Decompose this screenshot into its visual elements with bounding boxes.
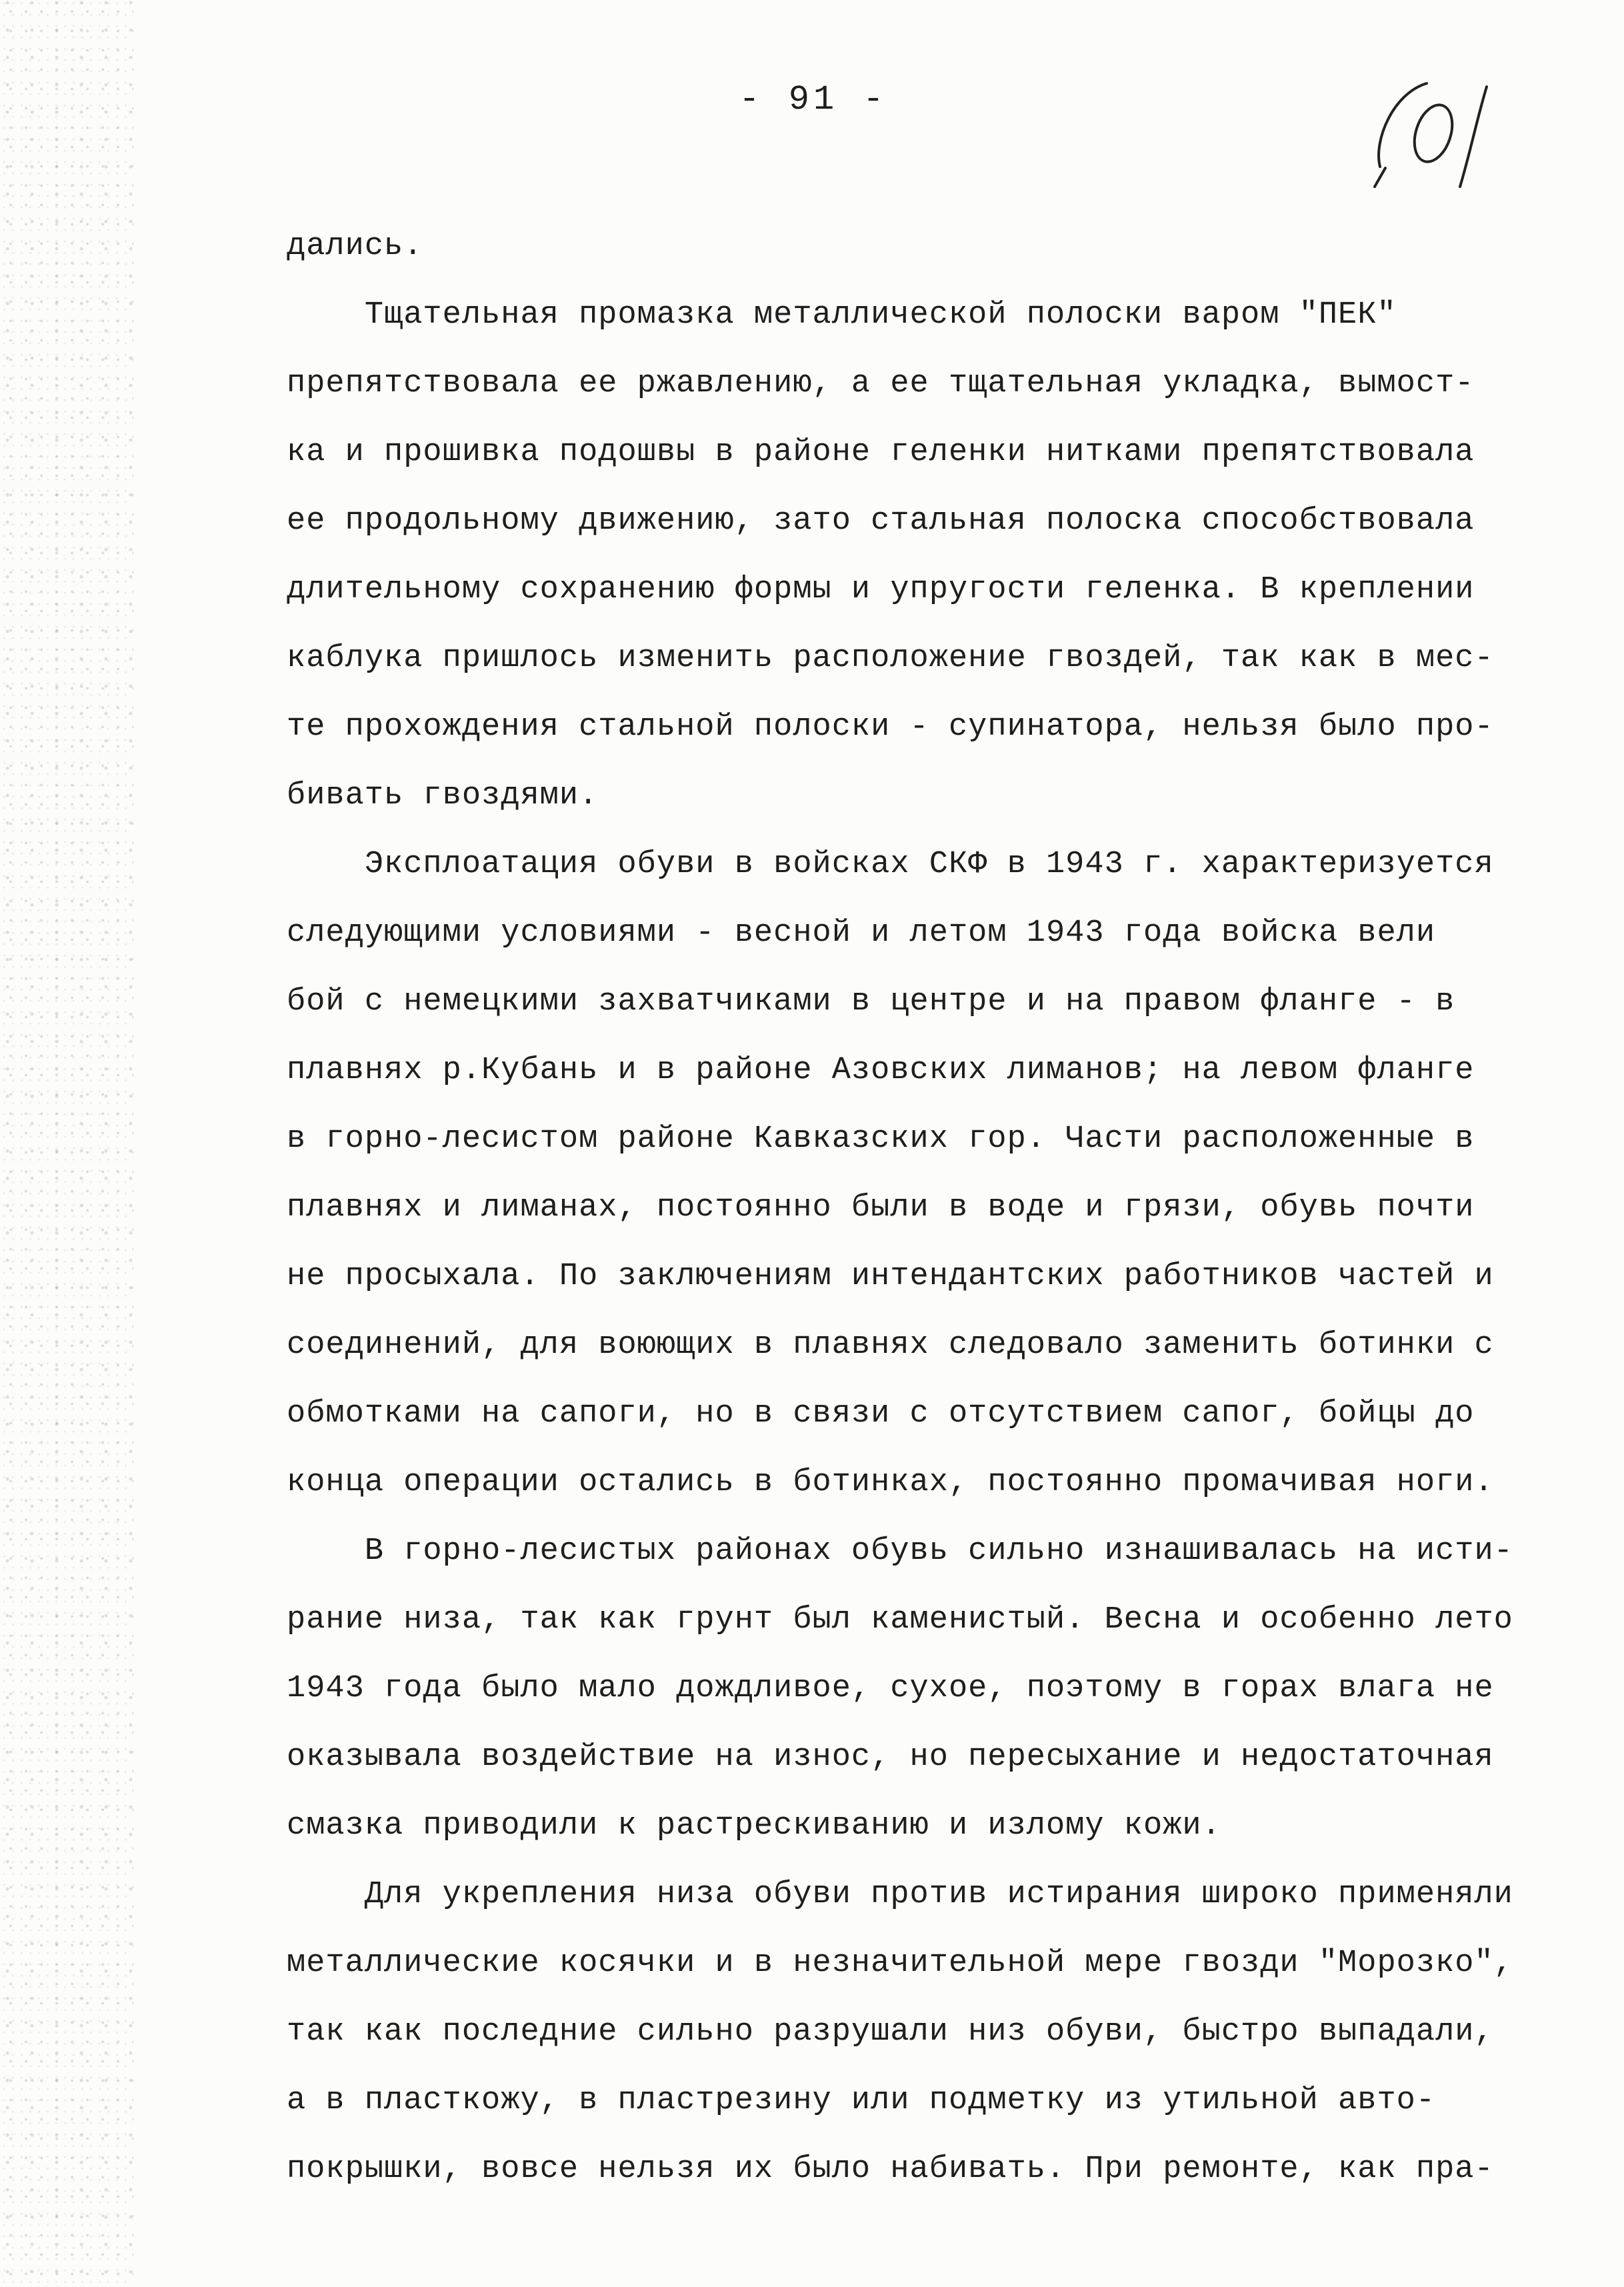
text-line: а в пласткожу, в пластрезину или подметку из утильной авто- (287, 2083, 1436, 2118)
text-line: покрышки, вовсе нельзя их было набивать. При ремонте, как пра- (287, 2152, 1494, 2187)
text-line: дались. (287, 229, 423, 264)
text-line: соединений, для воюющих в плавнях следовало заменить ботинки с (287, 1328, 1494, 1363)
text-line: Тщательная промазка металлической полоски варом "ПЕК" (287, 297, 1397, 333)
text-line: те прохождения стальной полоски - супинатора, нельзя было про- (287, 709, 1494, 745)
handwritten-archive-number (1333, 67, 1533, 200)
text-line: рание низа, так как грунт был каменистый. Весна и особенно лето (287, 1602, 1513, 1638)
text-line: ее продольному движению, зато стальная полоска способствовала (287, 503, 1475, 539)
text-line: 1943 года было мало дождливое, сухое, поэтому в горах влага не (287, 1671, 1494, 1706)
text-line: смазка приводили к растрескиванию и излому кожи. (287, 1808, 1221, 1844)
text-line: Для укрепления низа обуви против истирания широко применяли (287, 1877, 1513, 1912)
text-line: в горно-лесистом районе Кавказских гор. Части расположенные в (287, 1121, 1475, 1157)
text-line: Эксплоатация обуви в войсках СКФ в 1943 г. характеризуется (287, 847, 1494, 882)
text-line: конца операции остались в ботинках, постоянно промачивая ноги. (287, 1465, 1494, 1500)
text-line: оказывала воздействие на износ, но пересыхание и недостаточная (287, 1740, 1494, 1775)
text-line: длительному сохранению формы и упругости геленка. В креплении (287, 572, 1475, 607)
text-line: плавнях и лиманах, постоянно были в воде и грязи, обувь почти (287, 1190, 1475, 1226)
text-line: В горно-лесистых районах обувь сильно изнашивалась на исти- (287, 1534, 1513, 1569)
text-line: плавнях р.Кубань и в районе Азовских лиманов; на левом фланге (287, 1053, 1475, 1088)
scan-edge-noise (0, 0, 133, 2287)
text-line: препятствовала ее ржавлению, а ее тщательная укладка, вымост- (287, 366, 1475, 401)
text-body (287, 212, 1580, 2204)
text-line: так как последние сильно разрушали низ обуви, быстро выпадали, (287, 2014, 1494, 2050)
text-line: металлические косячки и в незначительной мере гвозди "Морозко", (287, 1946, 1513, 1981)
text-line: не просыхала. По заключениям интендантских работников частей и (287, 1259, 1494, 1294)
text-line: ка и прошивка подошвы в районе геленки нитками препятствовала (287, 435, 1475, 470)
text-line: следующими условиями - весной и летом 1943 года войска вели (287, 915, 1436, 951)
text-line: обмотками на сапоги, но в связи с отсутствием сапог, бойцы до (287, 1396, 1475, 1432)
page-number: - 91 - (739, 80, 888, 119)
text-line: каблука пришлось изменить расположение гвоздей, так как в мес- (287, 641, 1494, 676)
text-line: бивать гвоздями. (287, 778, 599, 813)
text-line: бой с немецкими захватчиками в центре и на правом фланге - в (287, 984, 1455, 1019)
